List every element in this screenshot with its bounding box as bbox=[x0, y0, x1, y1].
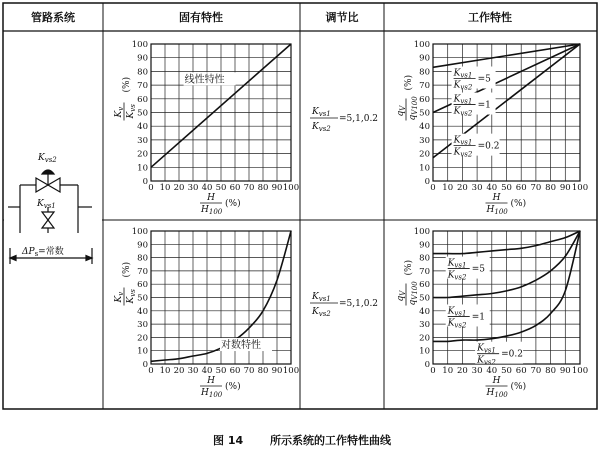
y-tick-label: 30 bbox=[137, 320, 148, 331]
x-tick-label: 60 bbox=[515, 183, 527, 193]
y-axis-label-num: $q_V$ bbox=[396, 290, 407, 302]
x-tick-label: 30 bbox=[471, 183, 483, 193]
x-tick-label: 50 bbox=[501, 366, 512, 376]
y-tick-label: 70 bbox=[137, 266, 148, 277]
y-tick-label: 90 bbox=[419, 53, 430, 64]
x-tick-label: 20 bbox=[456, 366, 468, 376]
y-axis-label-num: $K_v$ bbox=[114, 291, 125, 303]
x-tick-label: 100 bbox=[282, 366, 300, 376]
x-tick-label: 100 bbox=[282, 183, 300, 193]
x-tick-label: 60 bbox=[229, 183, 241, 193]
chart-linear-inherent bbox=[114, 40, 299, 216]
series-label-value: =0.2 bbox=[501, 349, 523, 360]
y-tick-label: 50 bbox=[419, 108, 430, 119]
y-axis-label-den: $q_{V100}$ bbox=[408, 96, 419, 121]
y-tick-label: 10 bbox=[419, 163, 430, 174]
y-axis-label-pct: (%) bbox=[404, 259, 414, 276]
x-tick-label: 60 bbox=[229, 366, 241, 376]
caption-figure-number: 图 14 bbox=[213, 434, 244, 447]
x-tick-label: 30 bbox=[471, 366, 483, 376]
x-tick-label: 50 bbox=[501, 183, 512, 193]
svg-text:Kvs2: $K_{vs2}$ bbox=[312, 122, 331, 133]
y-tick-label: 0 bbox=[142, 177, 148, 187]
y-tick-label: 20 bbox=[137, 149, 148, 160]
x-axis-label-den: $H_{100}$ bbox=[201, 388, 223, 399]
x-axis-label-pct: (%) bbox=[510, 199, 527, 209]
x-axis-label-num: H bbox=[492, 193, 501, 203]
x-axis-label-num: H bbox=[207, 376, 215, 386]
svg-text:Kvs1: $K_{vs1}$ bbox=[312, 292, 331, 303]
series-label-num: $K_{vs1}$ bbox=[453, 94, 473, 106]
svg-text:Kvs2: $K_{vs2}$ bbox=[312, 307, 331, 318]
y-tick-label: 70 bbox=[419, 266, 430, 277]
y-axis-label-pct: (%) bbox=[122, 76, 132, 93]
series-label-value: =5 bbox=[477, 74, 491, 85]
x-tick-label: 70 bbox=[530, 183, 542, 193]
x-tick-label: 20 bbox=[173, 183, 185, 193]
y-axis-label-den: $q_{V100}$ bbox=[408, 281, 419, 306]
y-tick-label: 30 bbox=[419, 320, 430, 331]
x-tick-label: 90 bbox=[559, 366, 571, 376]
chart-log-inherent bbox=[114, 227, 299, 399]
y-tick-label: 80 bbox=[137, 253, 148, 264]
curve-annotation: 线性特性 bbox=[184, 74, 225, 86]
x-tick-label: 10 bbox=[159, 366, 171, 376]
x-tick-label: 80 bbox=[545, 366, 557, 376]
caption-text: 所示系统的工作特性曲线 bbox=[270, 434, 391, 447]
y-tick-label: 100 bbox=[413, 227, 430, 237]
y-tick-label: 50 bbox=[137, 293, 148, 304]
y-axis-label bbox=[114, 262, 137, 306]
y-tick-label: 0 bbox=[424, 177, 430, 187]
x-tick-label: 40 bbox=[201, 183, 213, 193]
header-ratio: 调节比 bbox=[325, 11, 359, 24]
x-axis-label-num: H bbox=[207, 193, 215, 203]
x-axis-label-num: H bbox=[492, 376, 501, 386]
kvs1-label: $K_{vs1}$ bbox=[37, 199, 56, 210]
x-tick-label: 10 bbox=[159, 183, 171, 193]
x-tick-label: 90 bbox=[271, 183, 283, 193]
series-label-den: $K_{vs2}$ bbox=[453, 80, 473, 92]
x-tick-label: 30 bbox=[187, 366, 199, 376]
x-tick-label: 70 bbox=[530, 366, 542, 376]
y-tick-label: 100 bbox=[131, 40, 148, 50]
y-axis-label-pct: (%) bbox=[122, 261, 132, 278]
x-tick-label: 0 bbox=[430, 183, 436, 193]
y-axis-label-num: $K_v$ bbox=[114, 106, 125, 118]
y-tick-label: 90 bbox=[137, 240, 148, 251]
x-tick-label: 80 bbox=[545, 183, 557, 193]
x-tick-label: 40 bbox=[201, 366, 213, 376]
y-tick-label: 50 bbox=[137, 108, 148, 119]
y-axis-label-den: $K_{vs}$ bbox=[126, 289, 137, 304]
merge-mask bbox=[4, 215, 102, 225]
x-axis-label-den: $H_{100}$ bbox=[486, 388, 508, 399]
y-tick-label: 0 bbox=[142, 360, 148, 370]
y-tick-label: 60 bbox=[419, 280, 430, 291]
y-tick-label: 60 bbox=[137, 94, 148, 105]
curve-annotation: 对数特性 bbox=[221, 340, 261, 352]
y-tick-label: 70 bbox=[137, 81, 148, 92]
x-tick-label: 90 bbox=[559, 183, 571, 193]
y-tick-label: 0 bbox=[424, 360, 430, 370]
svg-text:=5,1,0.2: =5,1,0.2 bbox=[339, 114, 379, 124]
y-tick-label: 40 bbox=[419, 306, 430, 317]
y-tick-label: 40 bbox=[419, 122, 430, 133]
y-tick-label: 80 bbox=[419, 253, 430, 264]
series-label-value: =1 bbox=[477, 100, 491, 111]
series-label-den: $K_{vs2}$ bbox=[447, 270, 467, 282]
y-axis-label bbox=[396, 75, 419, 121]
y-axis-label-den: $K_{vs}$ bbox=[126, 104, 137, 119]
header-working: 工作特性 bbox=[468, 11, 512, 24]
y-tick-label: 10 bbox=[137, 346, 148, 357]
x-tick-label: 70 bbox=[243, 183, 255, 193]
x-tick-label: 10 bbox=[442, 366, 454, 376]
y-tick-label: 20 bbox=[419, 149, 430, 160]
series-label-den: $K_{vs2}$ bbox=[477, 355, 496, 367]
y-tick-label: 20 bbox=[137, 333, 148, 344]
series-label-value: =5 bbox=[471, 264, 485, 275]
y-tick-label: 60 bbox=[419, 94, 430, 105]
x-tick-label: 100 bbox=[571, 183, 589, 193]
y-tick-label: 100 bbox=[413, 40, 430, 50]
header-inherent: 固有特性 bbox=[179, 11, 223, 24]
y-tick-label: 60 bbox=[137, 280, 148, 291]
series-label-num: $K_{vs1}$ bbox=[447, 306, 467, 318]
x-tick-label: 20 bbox=[456, 183, 468, 193]
y-axis-label bbox=[396, 260, 419, 306]
svg-text:Kvs1: $K_{vs1}$ bbox=[312, 107, 331, 118]
y-tick-label: 20 bbox=[419, 333, 430, 344]
x-tick-label: 20 bbox=[173, 366, 185, 376]
x-tick-label: 0 bbox=[430, 366, 436, 376]
x-axis-label-pct: (%) bbox=[510, 382, 527, 392]
ratio-cell-top bbox=[310, 107, 378, 133]
series-label-den: $K_{vs2}$ bbox=[453, 106, 473, 118]
x-tick-label: 70 bbox=[243, 366, 255, 376]
y-tick-label: 90 bbox=[137, 53, 148, 64]
y-tick-label: 40 bbox=[137, 122, 148, 133]
series-label-value: =0.2 bbox=[477, 141, 500, 152]
y-tick-label: 70 bbox=[419, 81, 430, 92]
y-tick-label: 10 bbox=[137, 163, 148, 174]
x-tick-label: 80 bbox=[257, 366, 269, 376]
chart-log-working bbox=[396, 227, 588, 399]
series-label-den: $K_{vs2}$ bbox=[447, 318, 467, 330]
y-tick-label: 30 bbox=[419, 135, 430, 146]
header-pipeline: 管路系统 bbox=[31, 11, 75, 24]
series-label-num: $K_{vs1}$ bbox=[477, 343, 496, 355]
y-tick-label: 100 bbox=[131, 227, 148, 237]
x-axis-label-den: $H_{100}$ bbox=[201, 205, 223, 216]
svg-text:=5,1,0.2: =5,1,0.2 bbox=[339, 299, 379, 309]
x-tick-label: 50 bbox=[215, 183, 227, 193]
y-tick-label: 50 bbox=[419, 293, 430, 304]
x-tick-label: 100 bbox=[571, 366, 589, 376]
kvs2-label: $K_{vs2}$ bbox=[38, 153, 57, 164]
series-label-num: $K_{vs1}$ bbox=[453, 68, 473, 80]
y-tick-label: 80 bbox=[137, 67, 148, 78]
x-tick-label: 0 bbox=[148, 183, 154, 193]
y-axis-label-pct: (%) bbox=[404, 74, 414, 91]
y-tick-label: 10 bbox=[419, 346, 430, 357]
x-tick-label: 10 bbox=[442, 183, 454, 193]
x-tick-label: 30 bbox=[187, 183, 199, 193]
x-tick-label: 40 bbox=[486, 183, 498, 193]
x-tick-label: 50 bbox=[215, 366, 227, 376]
y-tick-label: 90 bbox=[419, 240, 430, 251]
x-axis-label-den: $H_{100}$ bbox=[486, 205, 508, 216]
x-axis-label-pct: (%) bbox=[225, 199, 241, 209]
x-tick-label: 80 bbox=[257, 183, 269, 193]
y-tick-label: 30 bbox=[137, 135, 148, 146]
series-label-num: $K_{vs1}$ bbox=[447, 258, 467, 270]
series-label-value: =1 bbox=[471, 312, 485, 323]
y-axis-label bbox=[114, 77, 137, 121]
y-axis-label-num: $q_V$ bbox=[396, 105, 407, 117]
y-tick-label: 40 bbox=[137, 306, 148, 317]
x-tick-label: 0 bbox=[148, 366, 154, 376]
y-tick-label: 80 bbox=[419, 67, 430, 78]
x-axis-label-pct: (%) bbox=[225, 382, 241, 392]
ratio-cell-bottom bbox=[310, 292, 378, 318]
chart-linear-working bbox=[396, 40, 588, 216]
x-tick-label: 90 bbox=[271, 366, 283, 376]
dp-label: $\Delta P_s=$常数 bbox=[22, 247, 64, 258]
x-tick-label: 60 bbox=[515, 366, 527, 376]
series-label-num: $K_{vs1}$ bbox=[453, 135, 473, 147]
x-tick-label: 40 bbox=[486, 366, 498, 376]
series-label-den: $K_{vs2}$ bbox=[453, 147, 473, 159]
